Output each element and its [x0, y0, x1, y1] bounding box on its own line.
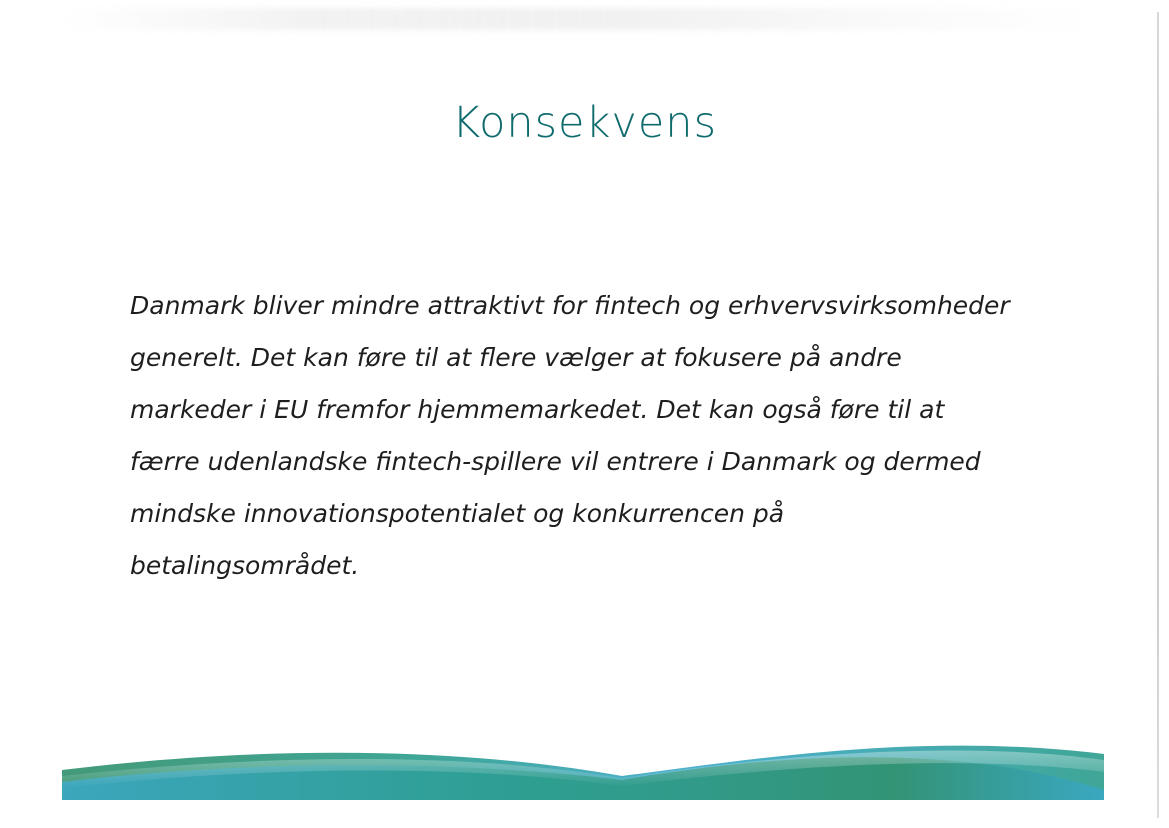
body-paragraph [130, 280, 1090, 592]
body-line: færre udenlandske fintech-spillere vil entrere i Danmark og dermed [130, 447, 981, 476]
scan-artifact-top [60, 8, 1100, 30]
footer-wave-decoration [62, 730, 1104, 800]
page-title: Konsekvens [452, 98, 717, 148]
body-line: Danmark bliver mindre attraktivt for fintech og erhvervsvirksomheder [130, 291, 1010, 320]
body-line: betalingsområdet. [130, 551, 360, 580]
body-line: markeder i EU fremfor hjemmemarkedet. Det kan også føre til at [130, 395, 945, 424]
body-line: generelt. Det kan føre til at flere vælger at fokusere på andre [130, 343, 902, 372]
body-line: mindske innovationspotentialet og konkurrencen på [130, 499, 785, 528]
